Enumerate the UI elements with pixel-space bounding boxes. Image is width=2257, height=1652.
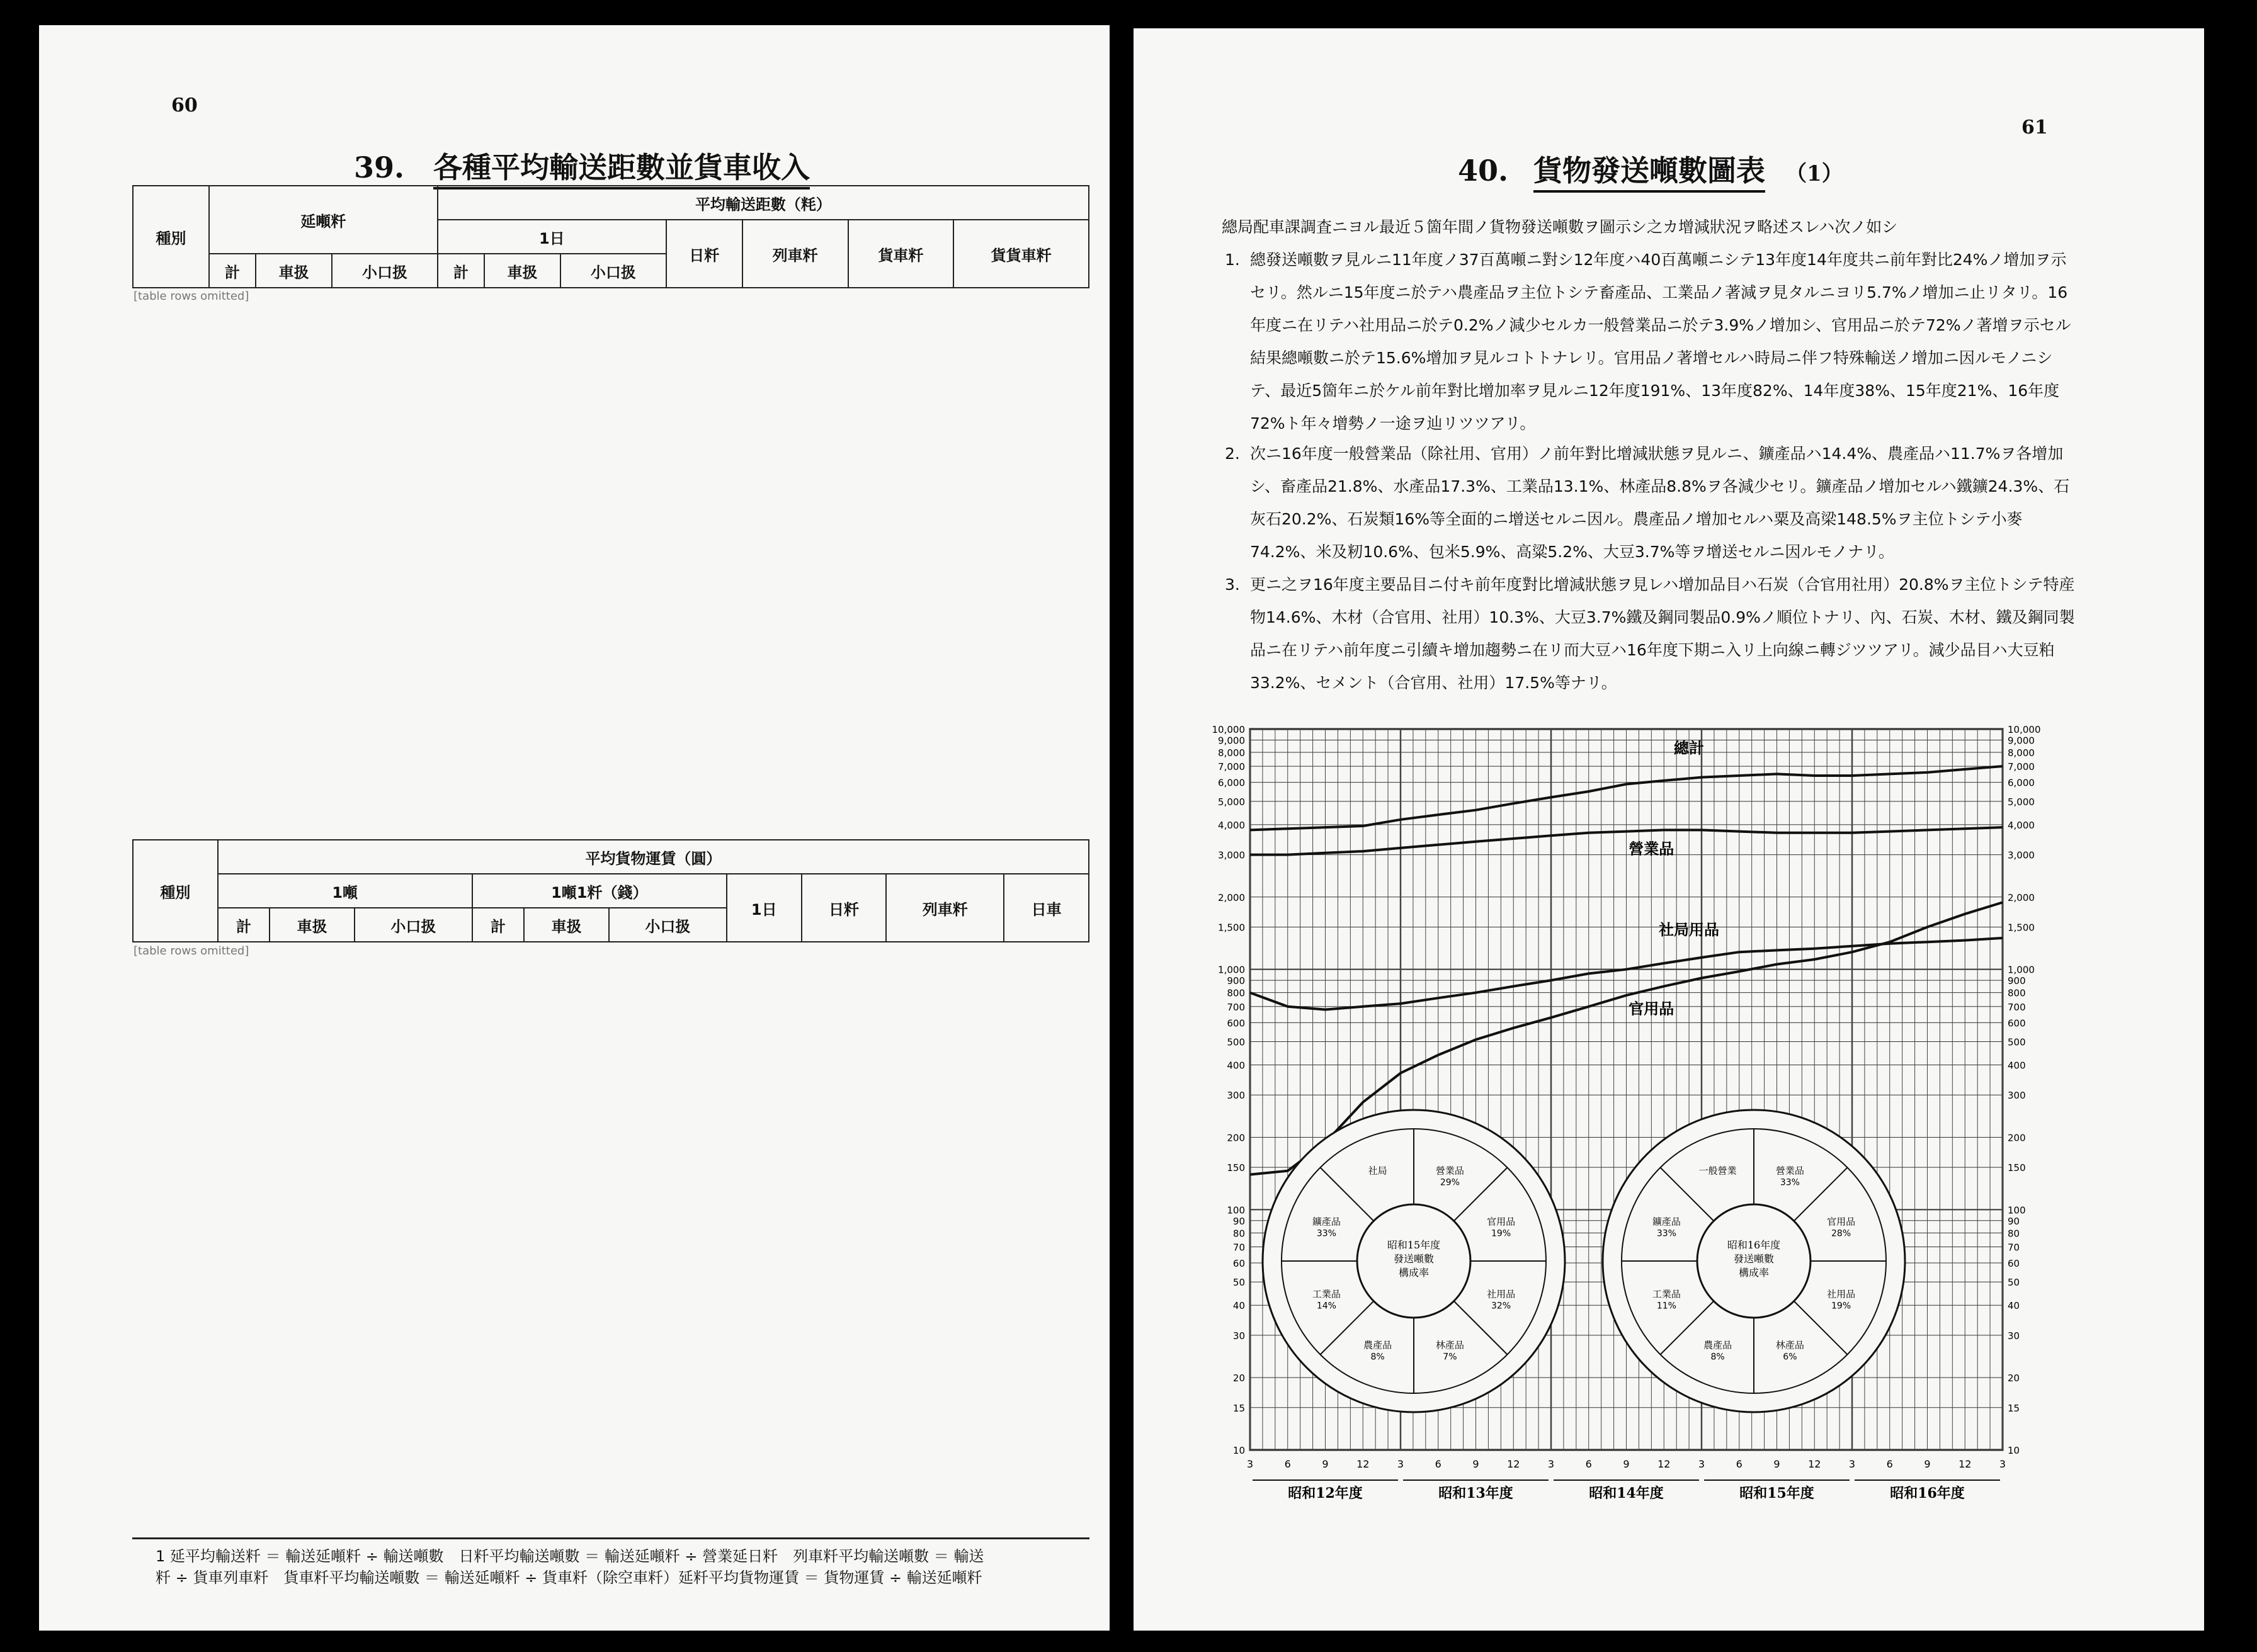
page-number: 60 bbox=[171, 94, 198, 116]
header-train-km: 列車粁 bbox=[742, 220, 848, 288]
data-note: [table rows omitted] bbox=[134, 290, 249, 303]
intro-paragraph: 總局配車課調査ニヨル最近５箇年間ノ貨物發送噸數ヲ圖示シ之カ增減狀況ヲ略述スレハ次ノ如シ bbox=[1222, 218, 1898, 236]
x-tick-label: 3 bbox=[1848, 1458, 1856, 1470]
pie-center-label: 昭和15年度 bbox=[1387, 1239, 1441, 1251]
header-total: 計 bbox=[472, 908, 525, 942]
pie-segment-label: 社局 bbox=[1368, 1165, 1387, 1177]
average-transport-distance-table bbox=[132, 185, 1089, 288]
pie-segment-label: 一般營業 bbox=[1698, 1165, 1737, 1177]
paragraph-3: 3. 更ニ之ヲ16年度主要品目ニ付キ前年度對比增減狀態ヲ見レハ增加品目ハ石炭（合官用社用）20.8%ヲ主位トシテ特産物14.6%、木材（合官用、社用）10.3%、大豆3.7%鐵及鋼同製品0.9%ノ順位トナリ、內、石炭、木材、鐵及鋼同製品ニ在リテハ前年度ニ引續キ增加趨勢ニ在リ而大豆ハ16年度下期ニ入リ上向線ニ轉ジツツアリ。減少品目ハ大豆粕33.2%、セメント（合官用、社用）17.5%等ナリ。 bbox=[1225, 575, 2075, 692]
left-page bbox=[39, 25, 1110, 1631]
pie-segment-label: 工業品 bbox=[1312, 1288, 1341, 1300]
y-tick-label-right: 600 bbox=[2008, 1017, 2026, 1029]
y-tick-label-right: 500 bbox=[2008, 1036, 2026, 1048]
y-tick-label-right: 40 bbox=[2008, 1300, 2020, 1312]
header-per-ton: 1噸 bbox=[218, 874, 472, 908]
header-1day: 1日 bbox=[727, 874, 802, 942]
y-tick-label-right: 800 bbox=[2008, 987, 2026, 999]
y-tick-label-right: 1,000 bbox=[2008, 964, 2035, 976]
x-tick-label: 9 bbox=[1924, 1458, 1931, 1470]
pie-segment-pct: 19% bbox=[1491, 1228, 1511, 1239]
pie-segment-label: 官用品 bbox=[1487, 1216, 1516, 1228]
x-year-label: 昭和15年度 bbox=[1739, 1485, 1814, 1502]
header-wagon-km: 貨車粁 bbox=[848, 220, 954, 288]
data-note: [table rows omitted] bbox=[134, 944, 249, 958]
pie-segment-label: 營業品 bbox=[1435, 1165, 1464, 1177]
paragraph-2: 2. 次ニ16年度一般營業品（除社用、官用）ノ前年對比增減狀態ヲ見ルニ、鑛產品ハ14.4%、農產品ハ11.7%ヲ各增加シ、畜產品21.8%、水產品17.3%、工業品13.1%、林產品8.8%ヲ各減少セリ。鑛產品ノ增加セルハ鐵鑛24.3%、石灰石20.2%、石炭類16%等全面的ニ增送セルニ因ル。農產品ノ增加セルハ粟及高梁148.5%ヲ主位トシテ小麥74.2%、米及籾10.6%、包米5.9%、高粱5.2%、大豆3.7%等ヲ增送セルニ因ルモノナリ。 bbox=[1225, 444, 2070, 561]
series-label: 總計 bbox=[1674, 738, 1704, 757]
pie-segment-label: 營業品 bbox=[1775, 1165, 1804, 1177]
x-tick-label: 6 bbox=[1284, 1458, 1291, 1470]
y-tick-label-right: 5,000 bbox=[2008, 796, 2035, 808]
y-tick-label-right: 4,000 bbox=[2008, 819, 2035, 831]
x-tick-label: 3 bbox=[1397, 1458, 1404, 1470]
x-tick-label: 6 bbox=[1736, 1458, 1742, 1470]
pie-segment-label: 社用品 bbox=[1487, 1288, 1516, 1300]
pie-segment-pct: 11% bbox=[1656, 1301, 1676, 1311]
divider bbox=[132, 1537, 1089, 1539]
y-tick-label-right: 700 bbox=[2008, 1001, 2026, 1013]
x-tick-label: 6 bbox=[1585, 1458, 1592, 1470]
chart-title-suffix: （1） bbox=[1785, 161, 1843, 186]
x-tick-label: 9 bbox=[1322, 1458, 1329, 1470]
y-tick-label-right: 30 bbox=[2008, 1330, 2020, 1342]
x-year-label: 昭和14年度 bbox=[1589, 1485, 1664, 1502]
pie-segment-pct: 6% bbox=[1783, 1352, 1797, 1362]
y-tick-label-left: 300 bbox=[1227, 1090, 1245, 1102]
y-tick-label-left: 2,000 bbox=[1218, 891, 1245, 903]
header-day-km: 日粁 bbox=[666, 220, 742, 288]
y-tick-label-right: 90 bbox=[2008, 1215, 2020, 1227]
y-tick-label-left: 10 bbox=[1232, 1445, 1245, 1456]
y-tick-label-right: 15 bbox=[2008, 1402, 2020, 1414]
pie-segment-label: 工業品 bbox=[1652, 1288, 1681, 1300]
y-tick-label-right: 100 bbox=[2008, 1204, 2026, 1216]
x-year-label: 昭和12年度 bbox=[1288, 1485, 1363, 1502]
header-freight-wagon-km: 貨貨車粁 bbox=[953, 220, 1089, 288]
table-title-text: 各種平均輸送距數並貨車收入 bbox=[433, 150, 810, 190]
y-tick-label-left: 700 bbox=[1227, 1001, 1245, 1013]
y-tick-label-right: 3,000 bbox=[2008, 849, 2035, 861]
y-tick-label-right: 1,500 bbox=[2008, 922, 2035, 934]
pie-segment-pct: 29% bbox=[1440, 1177, 1460, 1188]
average-freight-rate-table bbox=[132, 839, 1089, 942]
x-tick-label: 9 bbox=[1623, 1458, 1630, 1470]
y-tick-label-left: 80 bbox=[1232, 1228, 1245, 1240]
y-tick-label-right: 6,000 bbox=[2008, 777, 2035, 789]
y-tick-label-right: 200 bbox=[2008, 1132, 2026, 1144]
y-tick-label-right: 8,000 bbox=[2008, 747, 2035, 759]
pie-segment-label: 林產品 bbox=[1775, 1339, 1804, 1351]
freight-dispatch-chart bbox=[1187, 694, 2094, 1507]
y-tick-label-left: 500 bbox=[1227, 1036, 1245, 1048]
pie-segment-label: 官用品 bbox=[1827, 1216, 1856, 1228]
pie-segment-pct: 33% bbox=[1780, 1177, 1800, 1188]
pie-segment-pct: 8% bbox=[1710, 1352, 1725, 1362]
x-tick-label: 3 bbox=[1246, 1458, 1254, 1470]
pie-segment-label: 鑛產品 bbox=[1652, 1216, 1681, 1228]
pie-segment-pct: 33% bbox=[1656, 1228, 1676, 1239]
table-number: 39. bbox=[354, 150, 405, 184]
x-tick-label: 12 bbox=[1959, 1458, 1972, 1470]
y-tick-label-left: 800 bbox=[1227, 987, 1245, 999]
y-tick-label-left: 400 bbox=[1227, 1060, 1245, 1072]
pie-center-label: 昭和16年度 bbox=[1727, 1239, 1781, 1251]
y-tick-label-right: 2,000 bbox=[2008, 891, 2035, 903]
y-tick-label-right: 10 bbox=[2008, 1445, 2020, 1456]
pie-segment-pct: 28% bbox=[1831, 1228, 1851, 1239]
header-group-label: 平均輸送距數（粍） bbox=[438, 186, 1089, 220]
header-distance: 延噸粁 bbox=[209, 186, 438, 254]
pie-segment-pct: 32% bbox=[1491, 1301, 1511, 1311]
y-tick-label-left: 7,000 bbox=[1218, 761, 1245, 773]
header-group-label: 平均貨物運賃（圓） bbox=[218, 840, 1089, 874]
y-tick-label-left: 90 bbox=[1232, 1215, 1245, 1227]
page-number: 61 bbox=[2021, 116, 2048, 139]
y-tick-label-left: 15 bbox=[1232, 1402, 1245, 1414]
header-total: 計 bbox=[209, 254, 256, 288]
x-tick-label: 12 bbox=[1657, 1458, 1671, 1470]
x-tick-label: 3 bbox=[1547, 1458, 1555, 1470]
header-day-km: 日粁 bbox=[802, 874, 887, 942]
x-tick-label: 3 bbox=[1698, 1458, 1705, 1470]
pie-center-label: 構成率 bbox=[1398, 1267, 1430, 1279]
x-tick-label: 6 bbox=[1886, 1458, 1893, 1470]
y-tick-label-right: 300 bbox=[2008, 1090, 2026, 1102]
header-small-lot: 小口扱 bbox=[609, 908, 727, 942]
x-tick-label: 6 bbox=[1435, 1458, 1441, 1470]
chart-title bbox=[1458, 148, 1843, 190]
y-tick-label-left: 60 bbox=[1232, 1258, 1245, 1270]
pie-segment-label: 農產品 bbox=[1363, 1339, 1392, 1351]
y-tick-label-left: 3,000 bbox=[1218, 849, 1245, 861]
x-tick-label: 9 bbox=[1773, 1458, 1780, 1470]
pie-segment-pct: 33% bbox=[1316, 1228, 1336, 1239]
y-tick-label-left: 9,000 bbox=[1218, 735, 1245, 747]
x-tick-label: 12 bbox=[1808, 1458, 1821, 1470]
y-tick-label-right: 50 bbox=[2008, 1277, 2020, 1289]
header-1day: 1日 bbox=[438, 220, 666, 254]
y-tick-label-left: 30 bbox=[1232, 1330, 1245, 1342]
x-tick-label: 3 bbox=[1999, 1458, 2006, 1470]
series-label: 營業品 bbox=[1629, 839, 1674, 858]
header-carload: 車扱 bbox=[270, 908, 355, 942]
pie-segment-pct: 7% bbox=[1443, 1352, 1457, 1362]
y-tick-label-right: 70 bbox=[2008, 1242, 2020, 1253]
series-label: 社局用品 bbox=[1659, 920, 1719, 939]
y-tick-label-left: 70 bbox=[1232, 1242, 1245, 1253]
x-tick-label: 12 bbox=[1507, 1458, 1520, 1470]
header-carload: 車扱 bbox=[484, 254, 560, 288]
header-per-ton-km: 1噸1粁（錢） bbox=[472, 874, 727, 908]
x-tick-label: 12 bbox=[1356, 1458, 1370, 1470]
y-tick-label-right: 400 bbox=[2008, 1060, 2026, 1072]
header-total: 計 bbox=[438, 254, 484, 288]
header-small-lot: 小口扱 bbox=[332, 254, 438, 288]
table-title bbox=[354, 145, 810, 186]
y-tick-label-left: 10,000 bbox=[1212, 724, 1245, 735]
y-tick-label-left: 50 bbox=[1232, 1277, 1245, 1289]
y-tick-label-right: 9,000 bbox=[2008, 735, 2035, 747]
header-small-lot: 小口扱 bbox=[560, 254, 666, 288]
y-tick-label-right: 80 bbox=[2008, 1228, 2020, 1240]
pie-segment-label: 鑛產品 bbox=[1312, 1216, 1341, 1228]
y-tick-label-left: 100 bbox=[1227, 1204, 1245, 1216]
pie-segment-pct: 14% bbox=[1316, 1301, 1336, 1311]
pie-segment-label: 林產品 bbox=[1435, 1339, 1464, 1351]
y-tick-label-right: 60 bbox=[2008, 1258, 2020, 1270]
chart-title-text: 貨物發送噸數圖表 bbox=[1533, 154, 1765, 193]
header-total: 計 bbox=[218, 908, 270, 942]
y-tick-label-right: 900 bbox=[2008, 975, 2026, 987]
chart-svg bbox=[1187, 694, 2094, 1507]
y-tick-label-left: 8,000 bbox=[1218, 747, 1245, 759]
pie-segment-label: 社用品 bbox=[1827, 1288, 1856, 1300]
y-tick-label-left: 5,000 bbox=[1218, 796, 1245, 808]
x-year-label: 昭和16年度 bbox=[1890, 1485, 1965, 1502]
x-tick-label: 9 bbox=[1472, 1458, 1479, 1470]
y-tick-label-right: 150 bbox=[2008, 1162, 2026, 1174]
header-carload: 車扱 bbox=[256, 254, 332, 288]
y-tick-label-left: 6,000 bbox=[1218, 777, 1245, 789]
footnote-line-1: 1 延平均輸送粁 ＝ 輸送延噸粁 ÷ 輸送噸數 日粁平均輸送噸數 ＝ 輸送延噸粁 ÷ 營業延日粁 列車粁平均輸送噸數 ＝ 輸送 bbox=[156, 1547, 984, 1565]
y-tick-label-left: 40 bbox=[1232, 1300, 1245, 1312]
y-tick-label-left: 900 bbox=[1227, 975, 1245, 987]
pie-center-label: 構成率 bbox=[1738, 1267, 1770, 1279]
y-tick-label-right: 10,000 bbox=[2008, 724, 2041, 735]
pie-segment-pct: 19% bbox=[1831, 1301, 1851, 1311]
y-tick-label-left: 1,500 bbox=[1218, 922, 1245, 934]
y-tick-label-left: 200 bbox=[1227, 1132, 1245, 1144]
footnote-line-2: 粁 ÷ 貨車列車粁 貨車粁平均輸送噸數 ＝ 輸送延噸粁 ÷ 貨車粁（除空車粁）延粁平均貨物運賃 ＝ 貨物運賃 ÷ 輸送延噸粁 bbox=[156, 1569, 982, 1587]
header-kind: 種別 bbox=[133, 186, 209, 288]
y-tick-label-right: 20 bbox=[2008, 1372, 2020, 1384]
y-tick-label-right: 7,000 bbox=[2008, 761, 2035, 773]
pie-center-label: 發送噸數 bbox=[1733, 1253, 1775, 1265]
chart-number: 40. bbox=[1458, 154, 1509, 188]
header-small-lot: 小口扱 bbox=[355, 908, 472, 942]
header-day-car: 日車 bbox=[1004, 874, 1089, 942]
pie-segment-label: 農產品 bbox=[1703, 1339, 1732, 1351]
y-tick-label-left: 20 bbox=[1232, 1372, 1245, 1384]
y-tick-label-left: 600 bbox=[1227, 1017, 1245, 1029]
x-year-label: 昭和13年度 bbox=[1438, 1485, 1513, 1502]
pie-segment-pct: 8% bbox=[1370, 1352, 1385, 1362]
y-tick-label-left: 1,000 bbox=[1218, 964, 1245, 976]
header-carload: 車扱 bbox=[524, 908, 609, 942]
right-page bbox=[1134, 28, 2204, 1631]
y-tick-label-left: 4,000 bbox=[1218, 819, 1245, 831]
series-label: 官用品 bbox=[1629, 999, 1674, 1018]
header-kind: 種別 bbox=[133, 840, 218, 942]
y-tick-label-left: 150 bbox=[1227, 1162, 1245, 1174]
header-train-km: 列車粁 bbox=[886, 874, 1004, 942]
paragraph-1: 1. 總發送噸數ヲ見ルニ11年度ノ37百萬噸ニ對シ12年度ハ40百萬噸ニシテ13年度14年度共ニ前年對比24%ノ增加ヲ示セリ。然ルニ15年度ニ於テハ農產品ヲ主位トシテ畜產品、工業品ノ著減ヲ見タルニヨリ5.7%ノ增加ニ止リタリ。16年度ニ在リテハ社用品ニ於テ0.2%ノ減少セルカ一般營業品ニ於テ3.9%ノ增加シ、官用品ニ於テ72%ノ著增ヲ示セル結果總噸數ニ於テ15.6%增加ヲ見ルコトトナレリ。官用品ノ著增セルハ時局ニ伴フ特殊輸送ノ增加ニ因ルモノニシテ、最近5箇年ニ於ケル前年對比增加率ヲ見ルニ12年度191%、13年度82%、14年度38%、15年度21%、16年度72%ト年々增勢ノ一途ヲ辿リツツアリ。 bbox=[1225, 251, 2071, 433]
pie-center-label: 發送噸數 bbox=[1393, 1253, 1435, 1265]
